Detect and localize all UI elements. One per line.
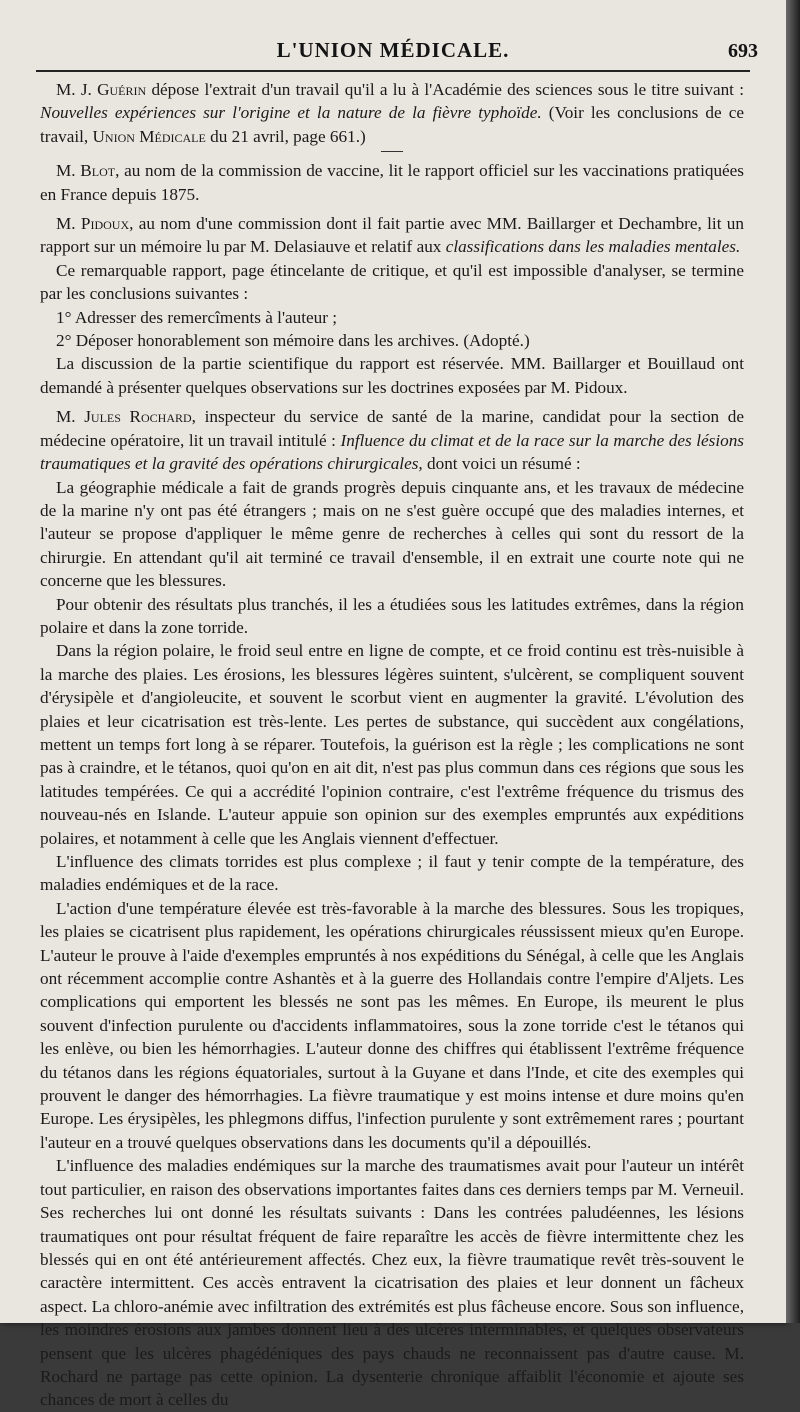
running-head: L'UNION MÉDICALE. (276, 38, 510, 62)
text-run: au nom d'une commission dont il fait partie avec MM. Baillarger et Dechambre, lit un rapport sur un mémoire lu par M. Delasiauve et relatif aux (40, 214, 744, 257)
body-paragraph: Pour obtenir des résultats plus tranchés, il les a étudiées sous les latitudes extrêmes, dans la région polaire et dans la zone torride. (40, 594, 744, 637)
text-run: dont voici un résumé : (422, 454, 581, 474)
speaker-name: M. Blot, (56, 161, 120, 181)
remarkable-paragraph: Ce remarquable rapport, page étincelante de critique, et qu'il est impossible d'analyser, se termine par les conclusions suivantes : (40, 260, 744, 304)
guerin-paragraph (40, 78, 744, 148)
pidoux-paragraph (40, 212, 744, 259)
work-title: Influence du climat et de la race sur la marche des lésions traumatiques et la gravité des opérations chirurgicales, (40, 430, 744, 474)
binding-gutter (786, 0, 800, 1323)
section-separator (381, 151, 403, 152)
body-paragraph: L'influence des maladies endémiques sur la marche des traumatismes avait pour l'auteur un intérêt tout particulier, en raison des observations importantes faites dans ces derniers temps par M. Verneuil. Ses recherches lui ont donné les résultats suivants : Dans les contrées paludéennes, les lésions traumatiques ont pour résultat fréquent de faire reparaître les accès de fièvre intermittente chez les blessés qui en ont été antérieurement affectés. Chez eux, la fièvre traumatique revêt très-souvent le caractère intermittent. Ces accès entravent la cicatrisation des plaies et leur donnent un fâcheux aspect. La chloro-anémie avec infiltration des extrémités est plus fâcheuse encore. Sous son influence, les moindres érosions aux jambes donnent lieu à des ulcères interminables, et quelques observateurs pensent que les ulcères phagédéniques des pays chauds ne reconnaissent pas d'autre cause. M. Rochard ne partage pas cette opinion. La dysenterie chronique affaiblit l'économie et ajoute ses chances de mort à celles du (40, 1156, 744, 1410)
discussion-paragraph: La discussion de la partie scientifique du rapport est réservée. MM. Baillarger et Bouillaud ont demandé à présenter quelques observations sur les doctrines exposées par M. Pidoux. (40, 354, 744, 397)
header-rule (36, 70, 750, 72)
speaker-name: M. Pidoux, (56, 214, 134, 234)
conclusion-item: 1° Adresser des remercîments à l'auteur ; (56, 307, 338, 327)
blot-paragraph (40, 159, 744, 206)
body-paragraph: La géographie médicale a fait de grands progrès depuis cinquante ans, et les travaux de médecine de la marine n'y ont pas été étrangers ; mais on ne s'est guère occupé que des maladies internes, et l'auteur se propose d'appliquer le même genre de recherches à celles qui sont du ressort de la chirurgie. En attendant qu'il ait terminé ce travail d'ensemble, il en extrait une courte note qui ne concerne que les blessures. (40, 477, 744, 591)
rochard-paragraph (40, 405, 744, 475)
body-text (40, 78, 744, 1412)
body-paragraph: L'influence des climats torrides est plus complexe ; il faut y tenir compte de la température, des maladies endémiques et de la race. (40, 852, 744, 895)
speaker-name: M. J. Guérin (56, 80, 147, 99)
text-run: inspecteur du service de santé de la marine, candidat pour la section de médecine opératoire, lit un travail intitulé : (40, 407, 744, 450)
text-run: (Voir les conclusions de ce travail, (40, 103, 744, 146)
speaker-name: M. Jules Rochard, (56, 407, 196, 427)
page-number: 693 (728, 40, 758, 62)
body-paragraph: L'action d'une température élevée est très-favorable à la marche des blessures. Sous les tropiques, les plaies se cicatrisent plus rapidement, les opérations chirurgicales réussissent mieux qu'en Europe. L'auteur le prouve à l'aide d'exemples empruntés à nos expéditions du Sénégal, à celle que les Anglais ont récemment accomplie contre Ashantès et à la guerre des Hollandais contre l'empire d'Aljets. Les complications qui emportent les blessés ne sont pas les mêmes. En Europe, ils meurent le plus souvent d'infection purulente ou d'accidents inflammatoires, sous la zone torride c'est le tétanos qui les enlève, ou bien les hémorrhagies. L'auteur donne des chiffres qui établissent l'extrême fréquence du tétanos dans les régions équatoriales, surtout à la Guyane et dans l'Inde, et cite des exemples qui prouvent le danger des hémorrhagies. La fièvre traumatique y est moins intense et dure moins qu'en Europe. Les érysipèles, les phlegmons diffus, l'infection purulente y sont extrêmement rares ; pourtant l'auteur en a trouvé quelques observations dans les documents qu'il a dépouillés. (40, 898, 744, 1152)
body-paragraph: Dans la région polaire, le froid seul entre en ligne de compte, et ce froid continu est très-nuisible à la marche des plaies. Les érosions, les blessures légères suintent, s'ulcèrent, se compliquent souvent d'érysipèle et d'angioleucite, et souvent le scorbut vient en augmenter la gravité. L'évolution des plaies et leur cicatrisation est très-lente. Les pertes de substance, qui succèdent aux congélations, mettent un temps fort long à se réparer. Toutefois, la guérison est la règle ; les complications ne sont pas à craindre, et le tétanos, quoi qu'on en ait dit, n'est pas plus commun dans ces régions que sous les latitudes tempérées. Ce qui a accrédité l'opinion contraire, c'est l'extrême fréquence du trismus des nouveau-nés en Islande. L'auteur appuie son opinion sur des exemples empruntés aux expéditions polaires, et notamment à celle que les Anglais viennent d'effectuer. (40, 641, 744, 848)
work-title: Nouvelles expériences sur l'origine et la nature de la fièvre typhoïde. (40, 103, 542, 123)
text-run: au nom de la commission de vaccine, lit le rapport officiel sur les vaccinations pratiquées en France depuis 1875. (40, 161, 744, 204)
text-run: du 21 avril, page 661.) (205, 126, 366, 146)
text-run: dépose l'extrait d'un travail qu'il a lu à l'Académie des sciences sous le titre suivant : (146, 80, 744, 99)
work-title: classifications dans les maladies mentales. (445, 237, 741, 257)
conclusion-item: 2° Déposer honorablement son mémoire dans les archives. (Adopté.) (56, 331, 530, 351)
page-header (0, 30, 786, 70)
journal-name: Union Médicale (92, 126, 206, 146)
